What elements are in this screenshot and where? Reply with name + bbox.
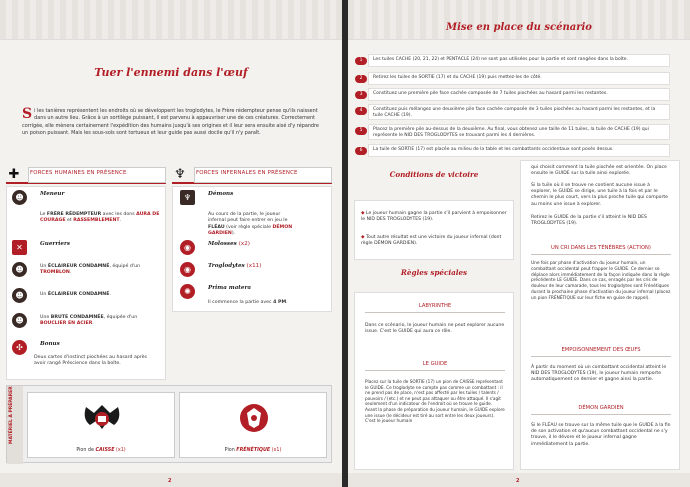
bonus-heading: Bonus bbox=[40, 341, 60, 347]
troglodyte-icon: ◉ bbox=[180, 262, 195, 277]
molosses-entry bbox=[180, 240, 328, 256]
bonus-star-icon: ✣ bbox=[12, 340, 27, 355]
drop-cap: S bbox=[22, 106, 33, 122]
poison-text: À partir du moment où un combattant occidental atteint le NID DES TROGLODYTES (19), le joueur humain remporte automatiquement ce dernier et gagne ainsi la partie. bbox=[531, 365, 667, 383]
scout-portrait-icon: ☻ bbox=[12, 288, 27, 303]
infernal-forces-header bbox=[172, 166, 332, 184]
guide-path-text: Si la tuile où il se trouve ne contient aucune issue à explorer, le GUIDE se dirige, une tuile à la fois et par le chemin le plus court, vers la plus proche tuile qui comporte au moins une issue à explorer. bbox=[531, 183, 668, 207]
scout-1-description: Un ÉCLAIREUR CONDAMNÉ, équipé d'un TROMBLON. bbox=[40, 264, 141, 276]
victory-infernal: ◆ Tout autre résultat est une victoire du joueur infernal (dont règle DÉMON GARDIEN). bbox=[361, 235, 502, 247]
material-box bbox=[6, 385, 332, 463]
guide-text-continued: qui choisit comment la tuile piochée est orientée. On place ensuite le GUIDE sur la tuile ainsi explorée. bbox=[531, 165, 667, 177]
frenetic-pawn-label: Pion FRÉNÉTIQUE (x1) bbox=[224, 448, 282, 453]
prima-matera-description: Il commence la partie avec 4 PM. bbox=[208, 300, 288, 305]
warrior-brute bbox=[12, 313, 162, 331]
scenario-setup-title: Mise en place du scénario bbox=[446, 22, 592, 33]
victory-panel bbox=[354, 200, 514, 260]
frenetic-pawn-card bbox=[179, 392, 327, 458]
warrior-scout-2 bbox=[12, 288, 162, 304]
crate-pawn-icon bbox=[82, 403, 122, 435]
demons-entry bbox=[180, 190, 328, 236]
warriors-heading: Guerriers bbox=[40, 241, 71, 247]
material-label: MATÉRIEL À PRÉPARER bbox=[9, 386, 14, 444]
prima-matera-entry bbox=[180, 284, 328, 310]
special-rules-title: Règles spéciales bbox=[400, 268, 468, 277]
leader-portrait-icon: ☻ bbox=[12, 190, 27, 205]
guide-removal-text: Retirez le GUIDE de la partie s'il atteint le NID DES TROGLODYTES (19). bbox=[531, 215, 647, 227]
demon-guardian-heading: DÉMON GARDIEN bbox=[531, 405, 671, 415]
top-ornament bbox=[0, 0, 342, 40]
labyrinth-text: Dans ce scénario, le joueur humain ne peut explorer aucune issue. C'est le GUIDE qui aura ce rôle. bbox=[365, 323, 505, 335]
demon-guardian-text: Si le FLÉAU se trouve sur la même tuile que le GUIDE à la fin de son activation et qu'aucun combattant occidental ne s'y trouve, il le dévore et le joueur infernal gagne immédiatement la partie. bbox=[531, 423, 671, 447]
leader-description: Le FRÈRE RÉDEMPTEUR avec les dons AURA DE COURAGE et RASSEMBLEMENT. bbox=[40, 212, 160, 224]
warriors-entry bbox=[12, 240, 162, 256]
page-title: Tuer l'ennemi dans l'œuf bbox=[94, 66, 248, 79]
intro-text: i les tanières représentent les endroits où se développent les troglodytes, le Frère rédempteur pense qu'ils naissent dans un autre lieu. Grâce à un sortilège puissant, il est parvenu à appauvriser une de ces créatures. Correctement corrigée, elle mènera certainement l'expédition des humains jusqu'à ses origines et il leur sera ensuite aisé d'y répandre un poison puissant. Mais les sous-sols sont tortueux et leur guide pas aussi docile qu'il n'y paraît. bbox=[22, 108, 319, 136]
labyrinth-heading: LABYRINTHE bbox=[365, 303, 505, 313]
bonus-entry bbox=[12, 340, 162, 376]
troglodytes-heading: Troglodytes (x11) bbox=[208, 263, 262, 269]
guide-text: Placez sur la tuile de SORTIE (17) un pion de CAISSE représentant le GUIDE. Ce troglodyte ne compte pas comme un combattant : il ne prend pas de place, n'est pas affecté par les tuiles / talents / pouvoirs / (etc.) et ne peut pas attaquer ou être attaqué. Il s'agit seulement d'un indicateur de l'endroit où se trouve le guide. Avant la phase de préparation du joueur humain, le GUIDE explore une issue (le décideur est tiré au sort entre les deux joueurs). C'est le joueur humain bbox=[365, 379, 505, 424]
victory-human: ◆ Le joueur humain gagne la partie s'il parvient à empoisonner le NID DES TROGLODYTES (19). bbox=[361, 211, 507, 223]
leader-entry bbox=[12, 190, 162, 230]
prima-matera-icon: ✺ bbox=[180, 284, 195, 299]
setup-step: 1 Les tuiles CACHE (20, 21, 22) et PENTACLE (24) ne sont pas utilisées pour la partie et sont rangées dans la boîte. bbox=[368, 54, 670, 67]
warrior-scout-1 bbox=[12, 262, 162, 280]
infernal-horns-icon: ♆ bbox=[174, 167, 186, 182]
right-page bbox=[348, 0, 690, 487]
human-forces-label: FORCES HUMAINES EN PRÉSENCE bbox=[30, 170, 127, 176]
bonus-description: Deux cartes d'instinct piochées au hasard après avoir rangé Préscience dans la boîte. bbox=[34, 355, 147, 367]
setup-step: 2 Retirez les tuiles de SORTIE (17) et du CACHE (19) puis mettez-les de côté. bbox=[368, 72, 670, 85]
guide-heading: LE GUIDE bbox=[365, 361, 505, 371]
brute-portrait-icon: ☻ bbox=[12, 313, 27, 328]
crate-pawn-label: Pion de CAISSE (x1) bbox=[76, 448, 126, 453]
human-cross-icon: ✚ bbox=[8, 167, 20, 182]
demon-icon: ♆ bbox=[180, 190, 195, 205]
cri-heading: UN CRI DANS LES TÉNÈBRES (ACTION) bbox=[531, 245, 671, 255]
infernal-forces-label: FORCES INFERNALES EN PRÉSENCE bbox=[196, 170, 298, 176]
molosse-icon: ◉ bbox=[180, 240, 195, 255]
setup-step: 4 Constituez puis mélangez une deuxième pile face cachée composée de 3 tuiles piochées au hasard parmi les restantes, et la tuile CACHE (19). bbox=[368, 104, 670, 120]
molosses-heading: Molosses (x2) bbox=[208, 241, 250, 247]
page-number: 2 bbox=[168, 478, 172, 484]
scout-portrait-icon: ☻ bbox=[12, 262, 27, 277]
setup-steps bbox=[359, 46, 670, 156]
setup-step: 3 Constituez une première pile face cachée composée de 7 tuiles piochées au hasard parmi les restantes. bbox=[368, 88, 670, 101]
cri-text: Une fois par phase d'activation du joueur humain, un combattant occidental peut frapper le GUIDE. Ce dernier se déplace alors immédiatement de la façon indiquée dans la règle précédente LE GUIDE. Dans ce cas, enragés par les cris de douleur de leur camarade, tous les troglodytes sont Frénétiques durant la prochaine phase d'activation du joueur infernal (placez un pion FRÉNÉTIQUE sur leur fiche en guise de rappel). bbox=[531, 261, 671, 301]
page-number: 2 bbox=[516, 478, 520, 484]
troglodytes-entry bbox=[180, 262, 328, 278]
poison-heading: EMPOISONNEMENT DES ŒUFS bbox=[531, 347, 671, 357]
frenetic-pawn-icon bbox=[239, 403, 269, 433]
prima-matera-heading: Prima matera bbox=[208, 285, 252, 291]
demons-heading: Démons bbox=[208, 191, 234, 197]
material-tab bbox=[7, 386, 23, 464]
leader-heading: Meneur bbox=[40, 191, 65, 197]
setup-step: 5 Placez la première pile au-dessus de la deuxième. Au final, vous obtenez une taille de 11 tuiles, la tuile de CACHE (19) qui représente le NID DES TROGLODYTES se trouvant parmi les 4 dernières. bbox=[368, 124, 670, 140]
setup-step: 6 La tuile de SORTIE (17) est placée au milieu de la table et les combattants occidentaux sont posés dessus. bbox=[368, 144, 670, 157]
human-forces-header bbox=[6, 166, 166, 184]
special-rules-panel-left bbox=[354, 292, 514, 470]
victory-title: Conditions de victoire bbox=[389, 170, 479, 179]
crate-pawn-card bbox=[27, 392, 175, 458]
left-page bbox=[0, 0, 342, 487]
intro-paragraph bbox=[22, 108, 320, 137]
crossed-swords-icon: ✕ bbox=[12, 240, 27, 255]
special-rules-panel-right bbox=[520, 160, 680, 470]
top-ornament bbox=[348, 0, 690, 40]
brute-description: Une BRUTE CONDAMNÉE, équipée d'un BOUCLIER EN ACIER. bbox=[40, 315, 138, 327]
demons-description: Au cours de la partie, le joueur infernal peut faire entrer en jeu le FLÉAU (voir règle spéciale DÉMON GARDIEN). bbox=[208, 212, 293, 236]
scout-2-description: Un ÉCLAIREUR CONDAMNÉ. bbox=[40, 292, 111, 297]
